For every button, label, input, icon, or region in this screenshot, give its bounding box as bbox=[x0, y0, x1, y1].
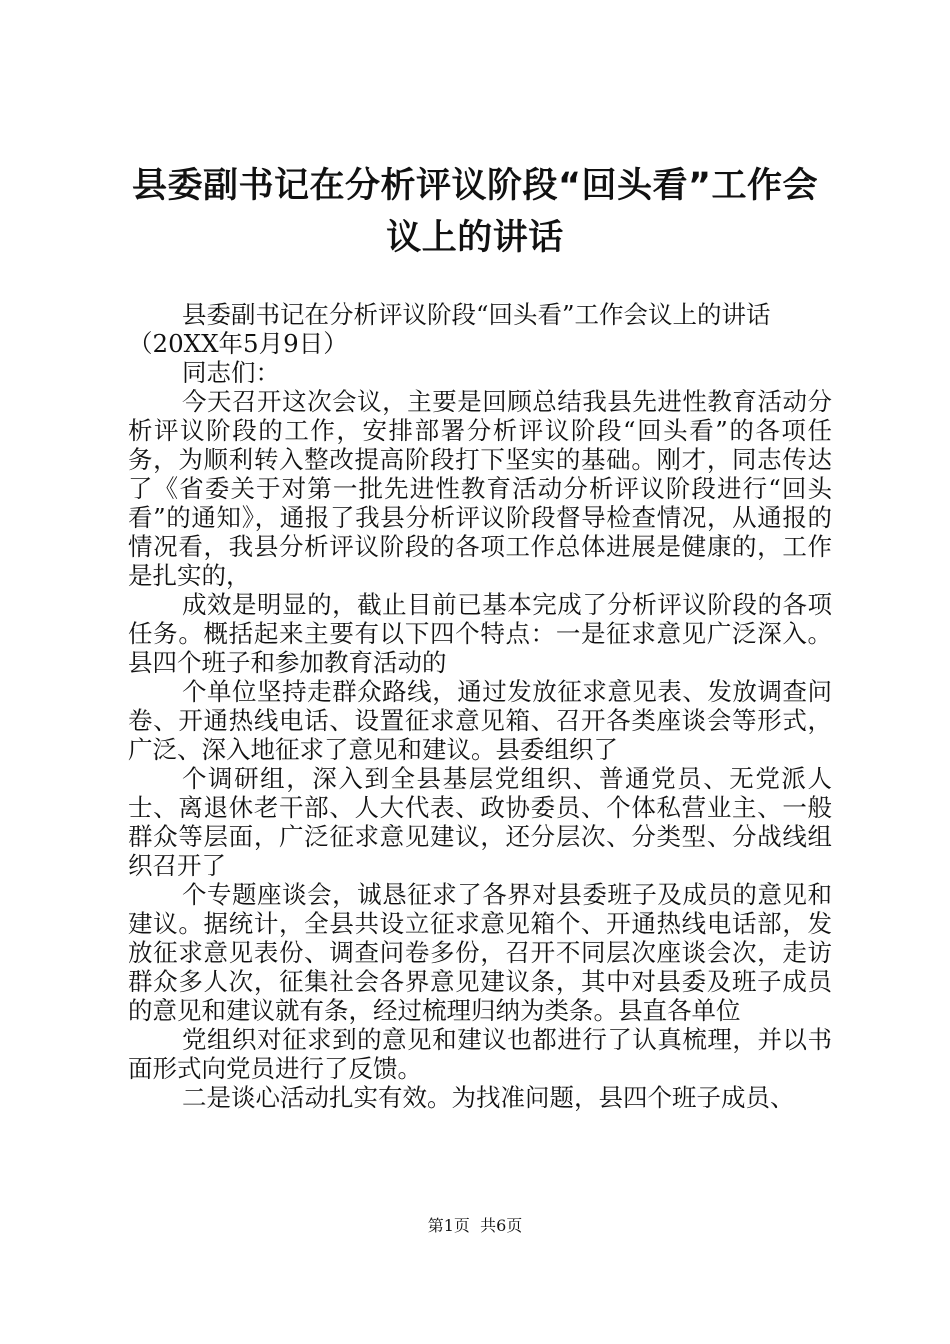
page-number-label: 第1页 共6页 bbox=[427, 1216, 523, 1235]
title-line-2: 议上的讲话 bbox=[386, 218, 564, 258]
paragraph: 个专题座谈会，诚恳征求了各界对县委班子及成员的意见和建议。据统计，全县共设立征求意见箱个、开通热线电话部，发放征求意见表份、调查问卷多份，召开不同层次座谈会次，走访群众多人次，征集社会各界意见建议条，其中对县委及班子成员的意见和建议就有条，经过梳理归纳为类条。县直各单位 bbox=[128, 880, 832, 1025]
salutation: 同志们： bbox=[182, 358, 280, 387]
date-line: （20XX年5月9日） bbox=[128, 329, 348, 358]
title-line-1: 县委副书记在分析评议阶段“回头看”工作会 bbox=[131, 166, 818, 206]
subtitle-paragraph: 县委副书记在分析评议阶段“回头看”工作会议上的讲话 bbox=[182, 300, 771, 329]
paragraph: 二是谈心活动扎实有效。为找准问题，县四个班子成员、 bbox=[182, 1083, 795, 1112]
paragraph: 个调研组，深入到全县基层党组织、普通党员、无党派人士、离退休老干部、人大代表、政协委员、个体私营业主、一般群众等层面，广泛征求意见建议，还分层次、分类型、分战线组织召开了 bbox=[128, 764, 832, 880]
document-body bbox=[128, 300, 832, 1112]
paragraph: 党组织对征求到的意见和建议也都进行了认真梳理，并以书面形式向党员进行了反馈。 bbox=[128, 1025, 832, 1083]
paragraph: 个单位坚持走群众路线，通过发放征求意见表、发放调查问卷、开通热线电话、设置征求意见箱、召开各类座谈会等形式，广泛、深入地征求了意见和建议。县委组织了 bbox=[128, 677, 832, 764]
document-title bbox=[118, 160, 832, 264]
paragraph: 今天召开这次会议，主要是回顾总结我县先进性教育活动分析评议阶段的工作，安排部署分析评议阶段“回头看”的各项任务，为顺利转入整改提高阶段打下坚实的基础。刚才，同志传达了《省委关于对第一批先进性教育活动分析评议阶段进行“回头看”的通知》，通报了我县分析评议阶段督导检查情况，从通报的情况看，我县分析评议阶段的各项工作总体进展是健康的，工作是扎实的， bbox=[128, 387, 832, 590]
paragraph: 成效是明显的，截止目前已基本完成了分析评议阶段的各项任务。概括起来主要有以下四个特点：一是征求意见广泛深入。县四个班子和参加教育活动的 bbox=[128, 590, 832, 677]
page-footer bbox=[0, 1216, 950, 1236]
